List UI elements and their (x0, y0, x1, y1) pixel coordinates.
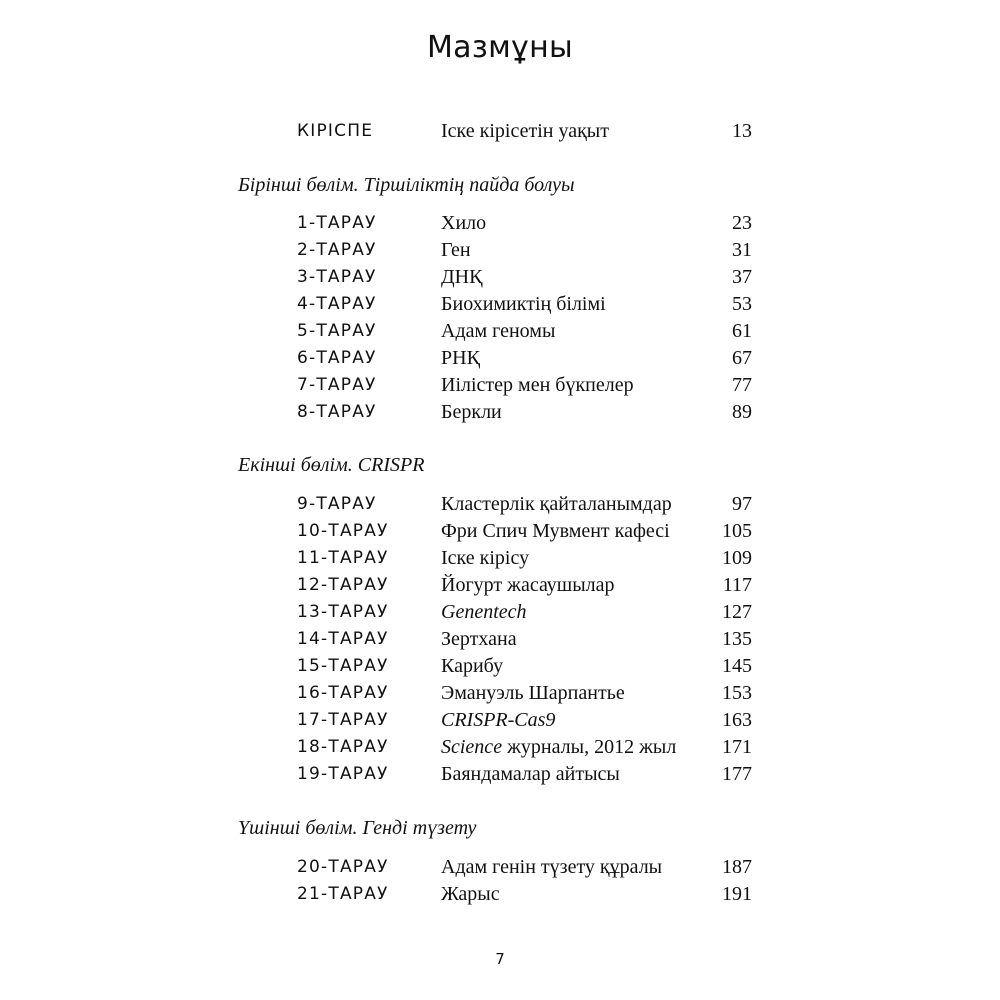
toc-entry[interactable] (0, 626, 1000, 653)
chapter-title: CRISPR-Cas9 (441, 709, 556, 731)
chapter-page: 23 (732, 212, 752, 234)
chapter-label: 17-ТАРАУ (297, 710, 389, 730)
toc-entry[interactable] (0, 707, 1000, 734)
chapter-page: 177 (722, 763, 752, 785)
chapter-label: 20-ТАРАУ (297, 857, 389, 877)
chapter-page: 109 (722, 547, 752, 569)
chapter-title: Ген (441, 239, 471, 261)
chapter-page: 117 (722, 574, 752, 596)
chapter-title: Хило (441, 212, 487, 234)
page-number: 7 (495, 950, 505, 968)
toc-entry[interactable] (0, 491, 1000, 518)
chapter-page: 135 (722, 628, 752, 650)
toc-entry[interactable] (0, 653, 1000, 680)
chapter-label: 19-ТАРАУ (297, 764, 389, 784)
toc-entry[interactable] (0, 210, 1000, 237)
chapter-label: 1-ТАРАУ (297, 213, 377, 233)
chapter-title: Беркли (441, 401, 502, 423)
part-heading-1: Бірінші бөлім. Тіршіліктің пайда болуы (238, 174, 575, 196)
chapter-page: 31 (732, 239, 752, 261)
toc-entry[interactable] (0, 572, 1000, 599)
chapter-label: 6-ТАРАУ (297, 348, 377, 368)
chapter-title: Фри Спич Мувмент кафесі (441, 520, 670, 542)
chapter-page: 105 (722, 520, 752, 542)
chapter-title: Биохимиктің білімі (441, 293, 606, 315)
toc-entry[interactable] (0, 680, 1000, 707)
chapter-page: 53 (732, 293, 752, 315)
toc-entry[interactable] (0, 761, 1000, 788)
chapter-label: 5-ТАРАУ (297, 321, 377, 341)
chapter-label: 15-ТАРАУ (297, 656, 389, 676)
chapter-page: 163 (722, 709, 752, 731)
chapter-page: 127 (722, 601, 752, 623)
chapter-label: 13-ТАРАУ (297, 602, 389, 622)
toc-entry[interactable] (0, 345, 1000, 372)
chapter-title: Genentech (441, 601, 527, 623)
chapter-page: 67 (732, 347, 752, 369)
chapter-page: 77 (732, 374, 752, 396)
chapter-page: 97 (732, 493, 752, 515)
chapter-label: 11-ТАРАУ (297, 548, 389, 568)
chapter-title: Карибу (441, 655, 504, 677)
toc-entry[interactable] (0, 854, 1000, 881)
chapter-page: 171 (722, 736, 752, 758)
toc-entry[interactable] (0, 318, 1000, 345)
chapter-label: 16-ТАРАУ (297, 683, 389, 703)
chapter-page: 187 (722, 856, 752, 878)
toc-entry[interactable] (0, 545, 1000, 572)
toc-entry[interactable] (0, 372, 1000, 399)
chapter-title: Адам генін түзету құралы (441, 856, 663, 878)
chapter-label: 12-ТАРАУ (297, 575, 389, 595)
chapter-label: 3-ТАРАУ (297, 267, 377, 287)
chapter-label: 14-ТАРАУ (297, 629, 389, 649)
chapter-title: Йогурт жасаушылар (441, 574, 615, 596)
toc-entry[interactable] (0, 734, 1000, 761)
chapter-label: 8-ТАРАУ (297, 402, 377, 422)
chapter-page: 37 (732, 266, 752, 288)
chapter-page: 61 (732, 320, 752, 342)
toc-entry[interactable] (0, 399, 1000, 426)
chapter-label: 2-ТАРАУ (297, 240, 377, 260)
chapter-page: 153 (722, 682, 752, 704)
chapter-title: Іске кірісетін уақыт (441, 120, 609, 142)
chapter-title: Эмануэль Шарпантье (441, 682, 625, 704)
chapter-title: ДНҚ (441, 266, 483, 288)
toc-entry[interactable] (0, 237, 1000, 264)
toc-entry[interactable] (0, 291, 1000, 318)
chapter-page: 89 (732, 401, 752, 423)
chapter-title: Зертхана (441, 628, 517, 650)
part-heading-3: Үшінші бөлім. Генді түзету (238, 817, 477, 839)
chapter-label: 21-ТАРАУ (297, 884, 389, 904)
chapter-label: 18-ТАРАУ (297, 737, 389, 757)
chapter-title: Адам геномы (441, 320, 556, 342)
chapter-page: 145 (722, 655, 752, 677)
chapter-label: 4-ТАРАУ (297, 294, 377, 314)
chapter-title: Кластерлік қайталанымдар (441, 493, 672, 515)
chapter-title-emphasis: Science (441, 736, 503, 758)
chapter-label: КІРІСПЕ (297, 121, 374, 141)
chapter-page: 191 (722, 883, 752, 905)
chapter-title (441, 734, 676, 761)
page-title: Мазмұны (426, 30, 573, 65)
chapter-title: Жарыс (441, 883, 500, 905)
chapter-title-rest: журналы, 2012 жыл (502, 736, 677, 758)
chapter-label: 9-ТАРАУ (297, 494, 377, 514)
chapter-label: 10-ТАРАУ (297, 521, 389, 541)
part-heading-2: Екінші бөлім. CRISPR (238, 454, 425, 476)
toc-entry[interactable] (0, 264, 1000, 291)
chapter-title: Іске кірісу (441, 547, 530, 569)
toc-entry-intro[interactable] (0, 118, 1000, 145)
toc-entry[interactable] (0, 599, 1000, 626)
chapter-title: Иілістер мен бүкпелер (441, 374, 634, 396)
chapter-title: Баяндамалар айтысы (441, 763, 620, 785)
toc-entry[interactable] (0, 881, 1000, 908)
toc-entry[interactable] (0, 518, 1000, 545)
chapter-label: 7-ТАРАУ (297, 375, 377, 395)
chapter-title: РНҚ (441, 347, 480, 369)
chapter-page: 13 (732, 120, 752, 142)
